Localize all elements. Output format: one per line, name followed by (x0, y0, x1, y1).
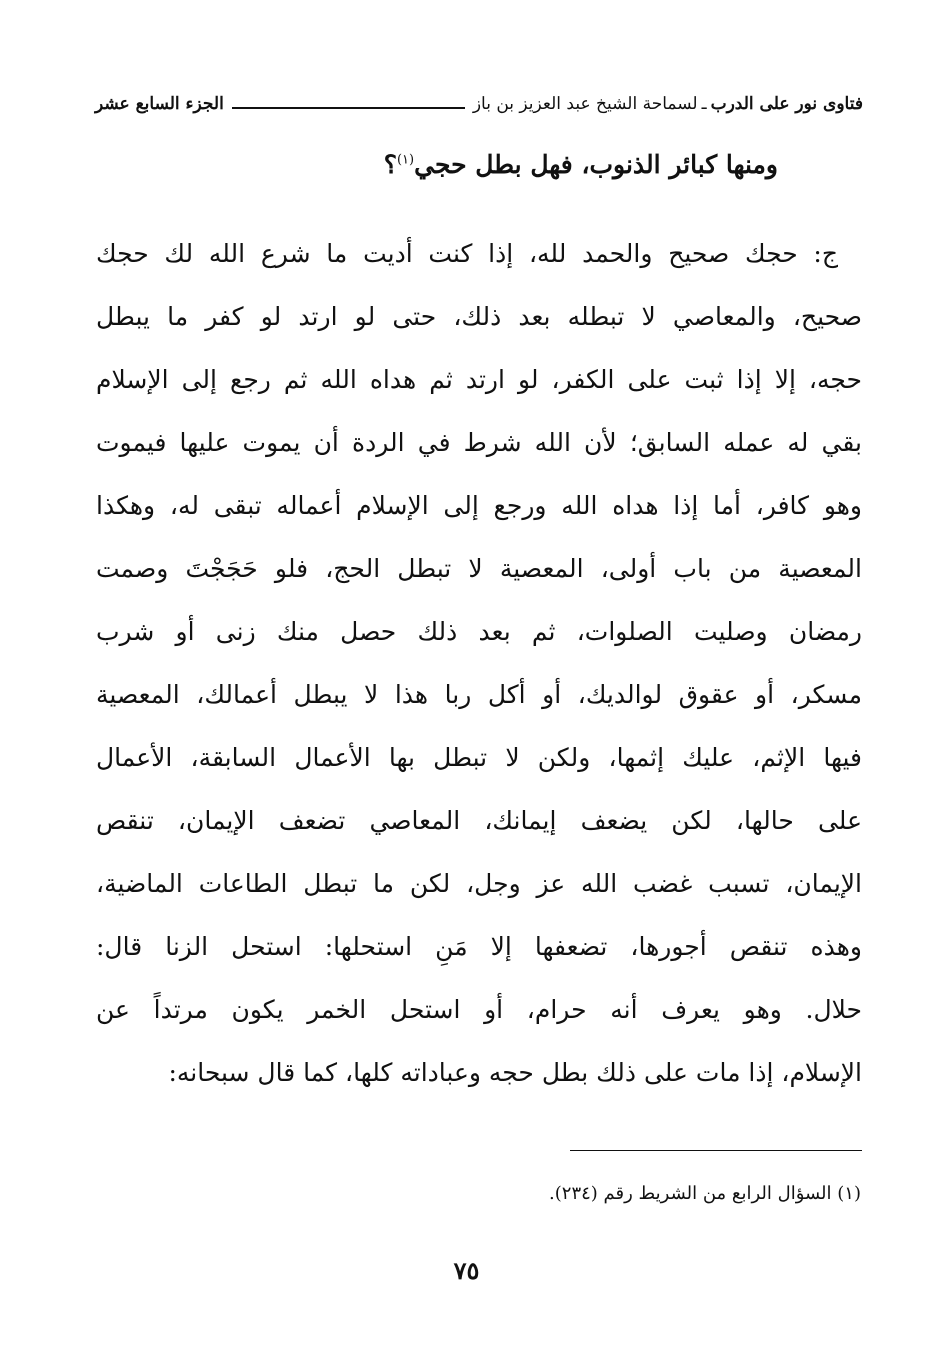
answer-line: الإسلام، إذا مات على ذلك بطل حجه وعباداته كلها، كما قال سبحانه: (168, 1058, 862, 1087)
answer-line: على حالها، لكن يضعف إيمانك، المعاصي تضعف الإيمان، تنقص (96, 806, 862, 835)
footnote-divider (570, 1150, 862, 1151)
header-part: الجزء السابع عشر (95, 94, 224, 114)
header-separator: ـ (701, 94, 707, 114)
answer-line: المعصية من باب أولى، المعصية لا تبطل الحج، فلو حَجَجْتَ وصمت (96, 554, 862, 583)
answer-line: وهذه تنقص أجورها، تضعفها إلا مَنِ استحلها: استحل الزنا قال: (96, 932, 862, 961)
answer-line: رمضان وصليت الصلوات، ثم بعد ذلك حصل منك زنى أو شرب (96, 617, 862, 646)
answer-line: الإيمان، تسبب غضب الله عز وجل، لكن ما تبطل الطاعات الماضية، (96, 869, 862, 898)
header-series-title: فتاوى نور على الدرب (710, 94, 863, 114)
answer-line: حجه، إلا إذا ثبت على الكفر، لو ارتد ثم هداه الله ثم رجع إلى الإسلام (96, 365, 862, 394)
answer-line: وهو كافر، أما إذا هداه الله ورجع إلى الإسلام أعماله تبقى له، وهكذا (96, 491, 862, 520)
header-rule (232, 107, 465, 109)
running-header (95, 88, 863, 120)
answer-line: صحيح، والمعاصي لا تبطله بعد ذلك، حتى لو ارتد لو كفر ما يبطل (96, 302, 862, 331)
question-mark: ؟ (383, 150, 397, 179)
header-author: لسماحة الشيخ عبد العزيز بن باز (472, 94, 698, 114)
page-number: ٧٥ (453, 1256, 480, 1285)
question-text: ومنها كبائر الذنوب، فهل بطل حجي (414, 150, 778, 179)
answer-line: بقي له عمله السابق؛ لأن الله شرط في الردة أن يموت عليها فيموت (96, 428, 862, 457)
answer-line: مسكر، أو عقوق لوالديك، أو أكل ربا هذا لا يبطل أعمالك، المعصية (96, 680, 862, 709)
answer-body (96, 222, 862, 1104)
answer-line: حلال. وهو يعرف أنه حرام، أو استحل الخمر يكون مرتداً عن (96, 995, 862, 1024)
footnote: (١) السؤال الرابع من الشريط رقم (٢٣٤). (549, 1183, 861, 1204)
answer-line: فيها الإثم، عليك إثمها، ولكن لا تبطل بها الأعمال السابقة، الأعمال (96, 743, 862, 772)
footnote-reference: (١) (396, 152, 415, 168)
question-line (384, 150, 778, 179)
answer-line: ج: حجك صحيح والحمد لله، إذا كنت أديت ما شرع الله لك حجك (96, 239, 838, 268)
